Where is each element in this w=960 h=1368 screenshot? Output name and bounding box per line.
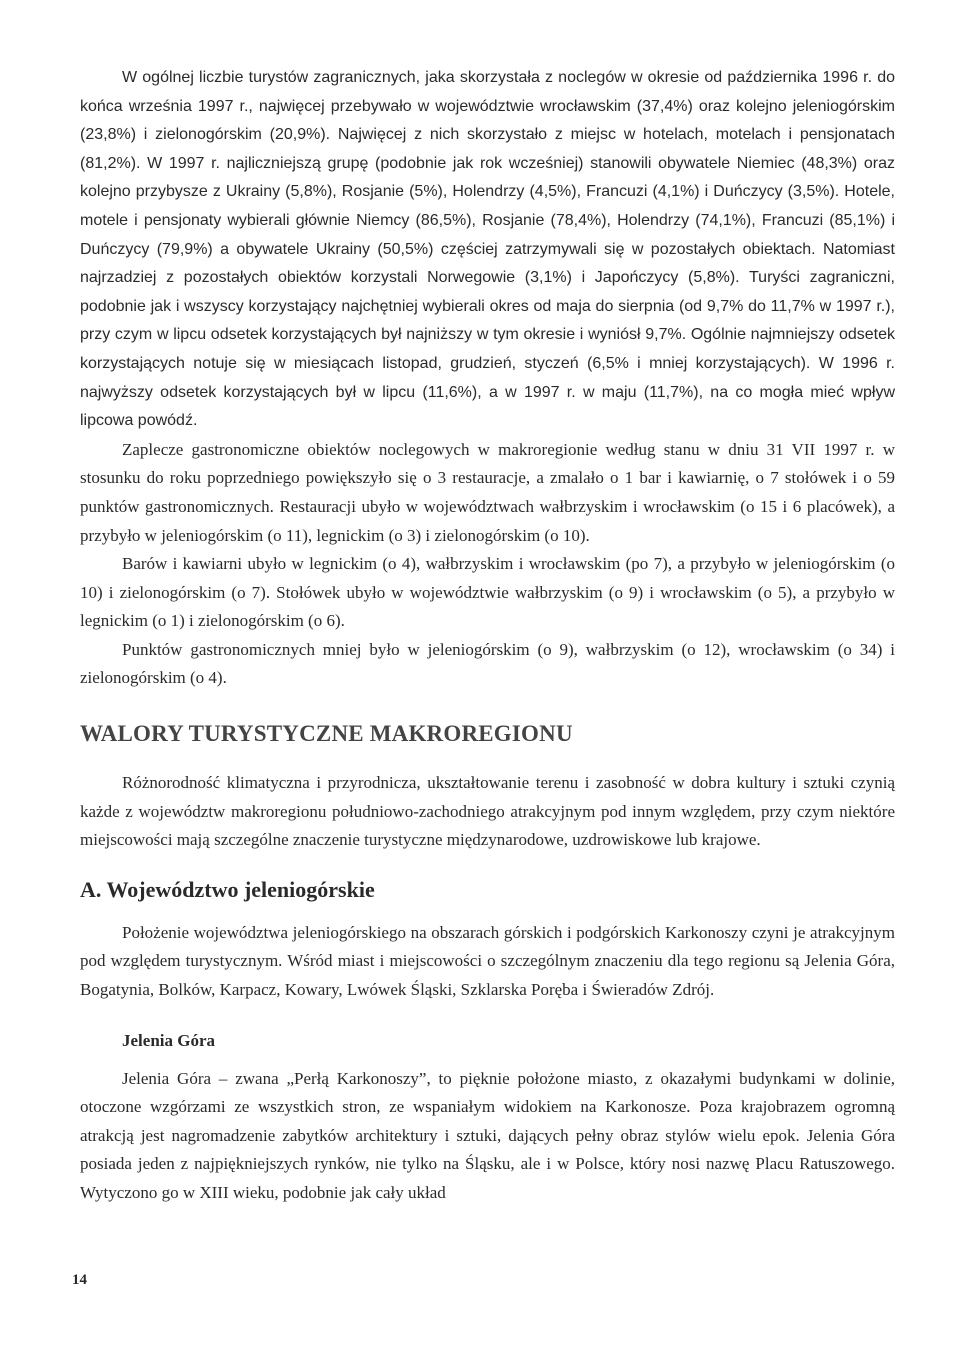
page-number: 14	[72, 1272, 87, 1288]
subsection-heading: A. Województwo jeleniogórskie	[80, 876, 375, 902]
section-heading: WALORY TURYSTYCZNE MAKROREGIONU	[80, 721, 573, 747]
paragraph-jelenia-gora: Jelenia Góra – zwana „Perłą Karkonoszy”, to pięknie położone miasto, z okazałymi budynkami w dolinie, otoczone wzgórzami ze wszystkich stron, ze wspaniałym widokiem na Karkonosze. Poza krajobrazem ogromną atrakcją jest nagromadzenie zabytków architektury i sztuki, dających pełny obraz stylów wielu epok. Jelenia Góra posiada jeden z najpiękniejszych rynków, nie tylko na Śląsku, ale i w Polsce, który nosi nazwę Placu Ratuszowego. Wytyczono go w XIII wieku, podobnie jak cały układ	[80, 1068, 895, 1202]
document-page	[80, 64, 895, 1208]
paragraph-gastronomy-base: Zaplecze gastronomiczne obiektów noclegowych w makroregionie według stanu w dniu 31 VII 1997 r. w stosunku do roku poprzedniego powiększyło się o 3 restauracje, a zmalało o 1 bar i kawiarnię, o 7 stołówek i o 59 punktów gastronomicznych. Restauracji ubyło w województwach wałbrzyskim i wrocławskim (o 15 i 6 placówek), a przybyło w jeleniogórskim (o 11), legnickim (o 3) i zielonogórskim (o 10).	[80, 439, 895, 545]
paragraph-bars-cafes: Barów i kawiarni ubyło w legnickim (o 4), wałbrzyskim i wrocławskim (po 7), a przybyło w jeleniogórskim (o 10) i zielonogórskim (o 7). Stołówek ubyło w województwie wałbrzyskim (o 9) i wrocławskim (o 5), a przybyło w legnickim (o 1) i zielonogórskim (o 6).	[80, 554, 895, 631]
paragraph-region-values: Różnorodność klimatyczna i przyrodnicza, ukształtowanie terenu i zasobność w dobra kultury i sztuki czynią każde z województw makroregionu południowo-zachodniego atrakcyjnym pod innym względem, przy czym niektóre miejscowości mają szczególne znaczenie turystyczne międzynarodowe, uzdrowiskowe lub krajowe.	[80, 773, 895, 850]
paragraph-gastronomy-points: Punktów gastronomicznych mniej było w jeleniogórskim (o 9), wałbrzyskim (o 12), wrocławskim (o 34) i zielonogórskim (o 4).	[80, 639, 895, 688]
paragraph-foreign-tourists: W ogólnej liczbie turystów zagranicznych, jaka skorzystała z noclegów w okresie od października 1996 r. do końca września 1997 r., najwięcej przebywało w województwie wrocławskim (37,4%) oraz kolejno jeleniogórskim (23,8%) i zielonogórskim (20,9%). Najwięcej z nich skorzystało z miejsc w hotelach, motelach i pensjonatach (81,2%). W 1997 r. najliczniejszą grupę (podobnie jak rok wcześniej) stanowili obywatele Niemiec (48,3%) oraz kolejno przybysze z Ukrainy (5,8%), Rosjanie (5%), Holendrzy (4,5%), Francuzi (4,1%) i Duńczycy (3,5%). Hotele, motele i pensjonaty wybierali głównie Niemcy (86,5%), Rosjanie (78,4%), Holendrzy (74,1%), Francuzi (85,1%) i Duńczycy (79,9%) a obywatele Ukrainy (50,5%) częściej zatrzymywali się w pozostałych obiektach. Natomiast najrzadziej z pozostałych obiektów korzystali Norwegowie (3,1%) i Japończycy (5,8%). Turyści zagraniczni, podobnie jak i wszyscy korzystający najchętniej wybierali okres od maja do sierpnia (od 9,7% do 11,7% w 1997 r.), przy czym w lipcu odsetek korzystających był najniższy w tym okresie i wyniósł 9,7%. Ogólnie najmniejszy odsetek korzystających notuje się w miesiącach listopad, grudzień, styczeń (6,5% i mniej korzystających). W 1996 r. najwyższy odsetek korzystających był w lipcu (11,6%), a w 1997 r. w maju (11,7%), na co mogła mieć wpływ lipcowa powódź.	[80, 69, 895, 430]
paragraph-jeleniogorskie: Położenie województwa jeleniogórskiego na obszarach górskich i podgórskich Karkonoszy czyni je atrakcyjnym pod względem turystycznym. Wśród miast i miejscowości o szczególnym znaczeniu dla tego regionu są Jelenia Góra, Bogatynia, Bolków, Karpacz, Kowary, Lwówek Śląski, Szklarska Poręba i Świeradów Zdrój.	[80, 922, 895, 1000]
city-heading: Jelenia Góra	[122, 1030, 216, 1050]
